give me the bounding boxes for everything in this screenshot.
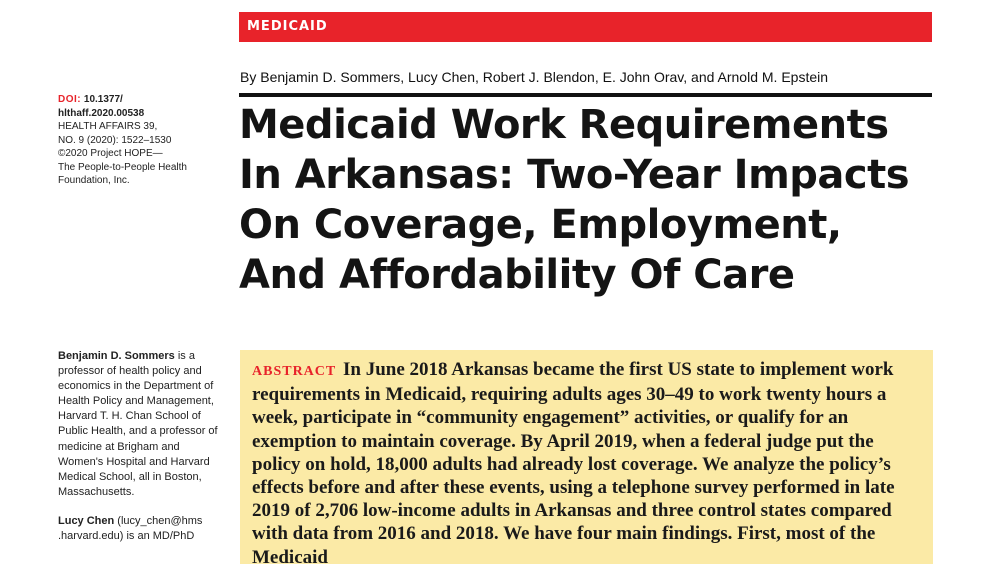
- author-bio-text: (lucy_chen@hms .harvard.edu) is an MD/PhD: [58, 514, 203, 543]
- copyright-line: ©2020 Project HOPE—: [58, 148, 163, 159]
- author-bio: [58, 349, 223, 500]
- doi-link[interactable]: 10.1377/: [83, 94, 123, 105]
- abstract-label: ABSTRACT: [252, 364, 337, 379]
- abstract-box: [240, 350, 933, 568]
- article-title: Medicaid Work Requirements In Arkansas: Two-Year Impacts On Coverage, Employment, And Affordability Of Care: [239, 102, 910, 298]
- publisher-line-2: Foundation, Inc.: [58, 175, 130, 186]
- author-bio: [58, 514, 223, 544]
- author-bio-name: Lucy Chen: [58, 514, 115, 527]
- journal-volume: HEALTH AFFAIRS 39,: [58, 121, 158, 132]
- doi-label: DOI:: [58, 94, 82, 105]
- doi-link-continued[interactable]: hlthaff.2020.00538: [58, 107, 145, 119]
- title-rule: [239, 93, 932, 97]
- author-bios: [58, 349, 223, 558]
- abstract-paragraph: [252, 358, 924, 569]
- publisher-line: The People-to-People Health: [58, 161, 187, 173]
- section-label: MEDICAID: [247, 19, 328, 34]
- section-banner: [239, 12, 932, 42]
- author-line: By Benjamin D. Sommers, Lucy Chen, Robert J. Blendon, E. John Orav, and Arnold M. Epstein: [240, 69, 829, 85]
- author-bio-name: Benjamin D. Sommers: [58, 350, 175, 362]
- article-metadata: [58, 93, 218, 188]
- journal-issue: NO. 9 (2020): 1522–1530: [58, 134, 172, 146]
- author-bio-text: is a professor of health policy and economics in the Department of Health Policy and Management, Harvard T. H. Chan School of Public Health, and a professor of medicine at Brigham and Women's Hospital and Harvard Medical School, all in Boston, Massachusetts.: [58, 350, 218, 498]
- abstract-text: In June 2018 Arkansas became the first US state to implement work requirements in Medicaid, requiring adults ages 30–49 to work twenty hours a week, participate in “community engagement” activities, or qualify for an exemption to maintain coverage. By April 2019, when a federal judge put the policy on hold, 18,000 adults had already lost coverage. We analyze the policy’s effects before and after these events, using a telephone survey performed in late 2019 of 2,706 low-income adults in Arkansas and three control states compared with data from 2016 and 2018. We have four main findings. First, most of the Medicaid: [252, 359, 895, 568]
